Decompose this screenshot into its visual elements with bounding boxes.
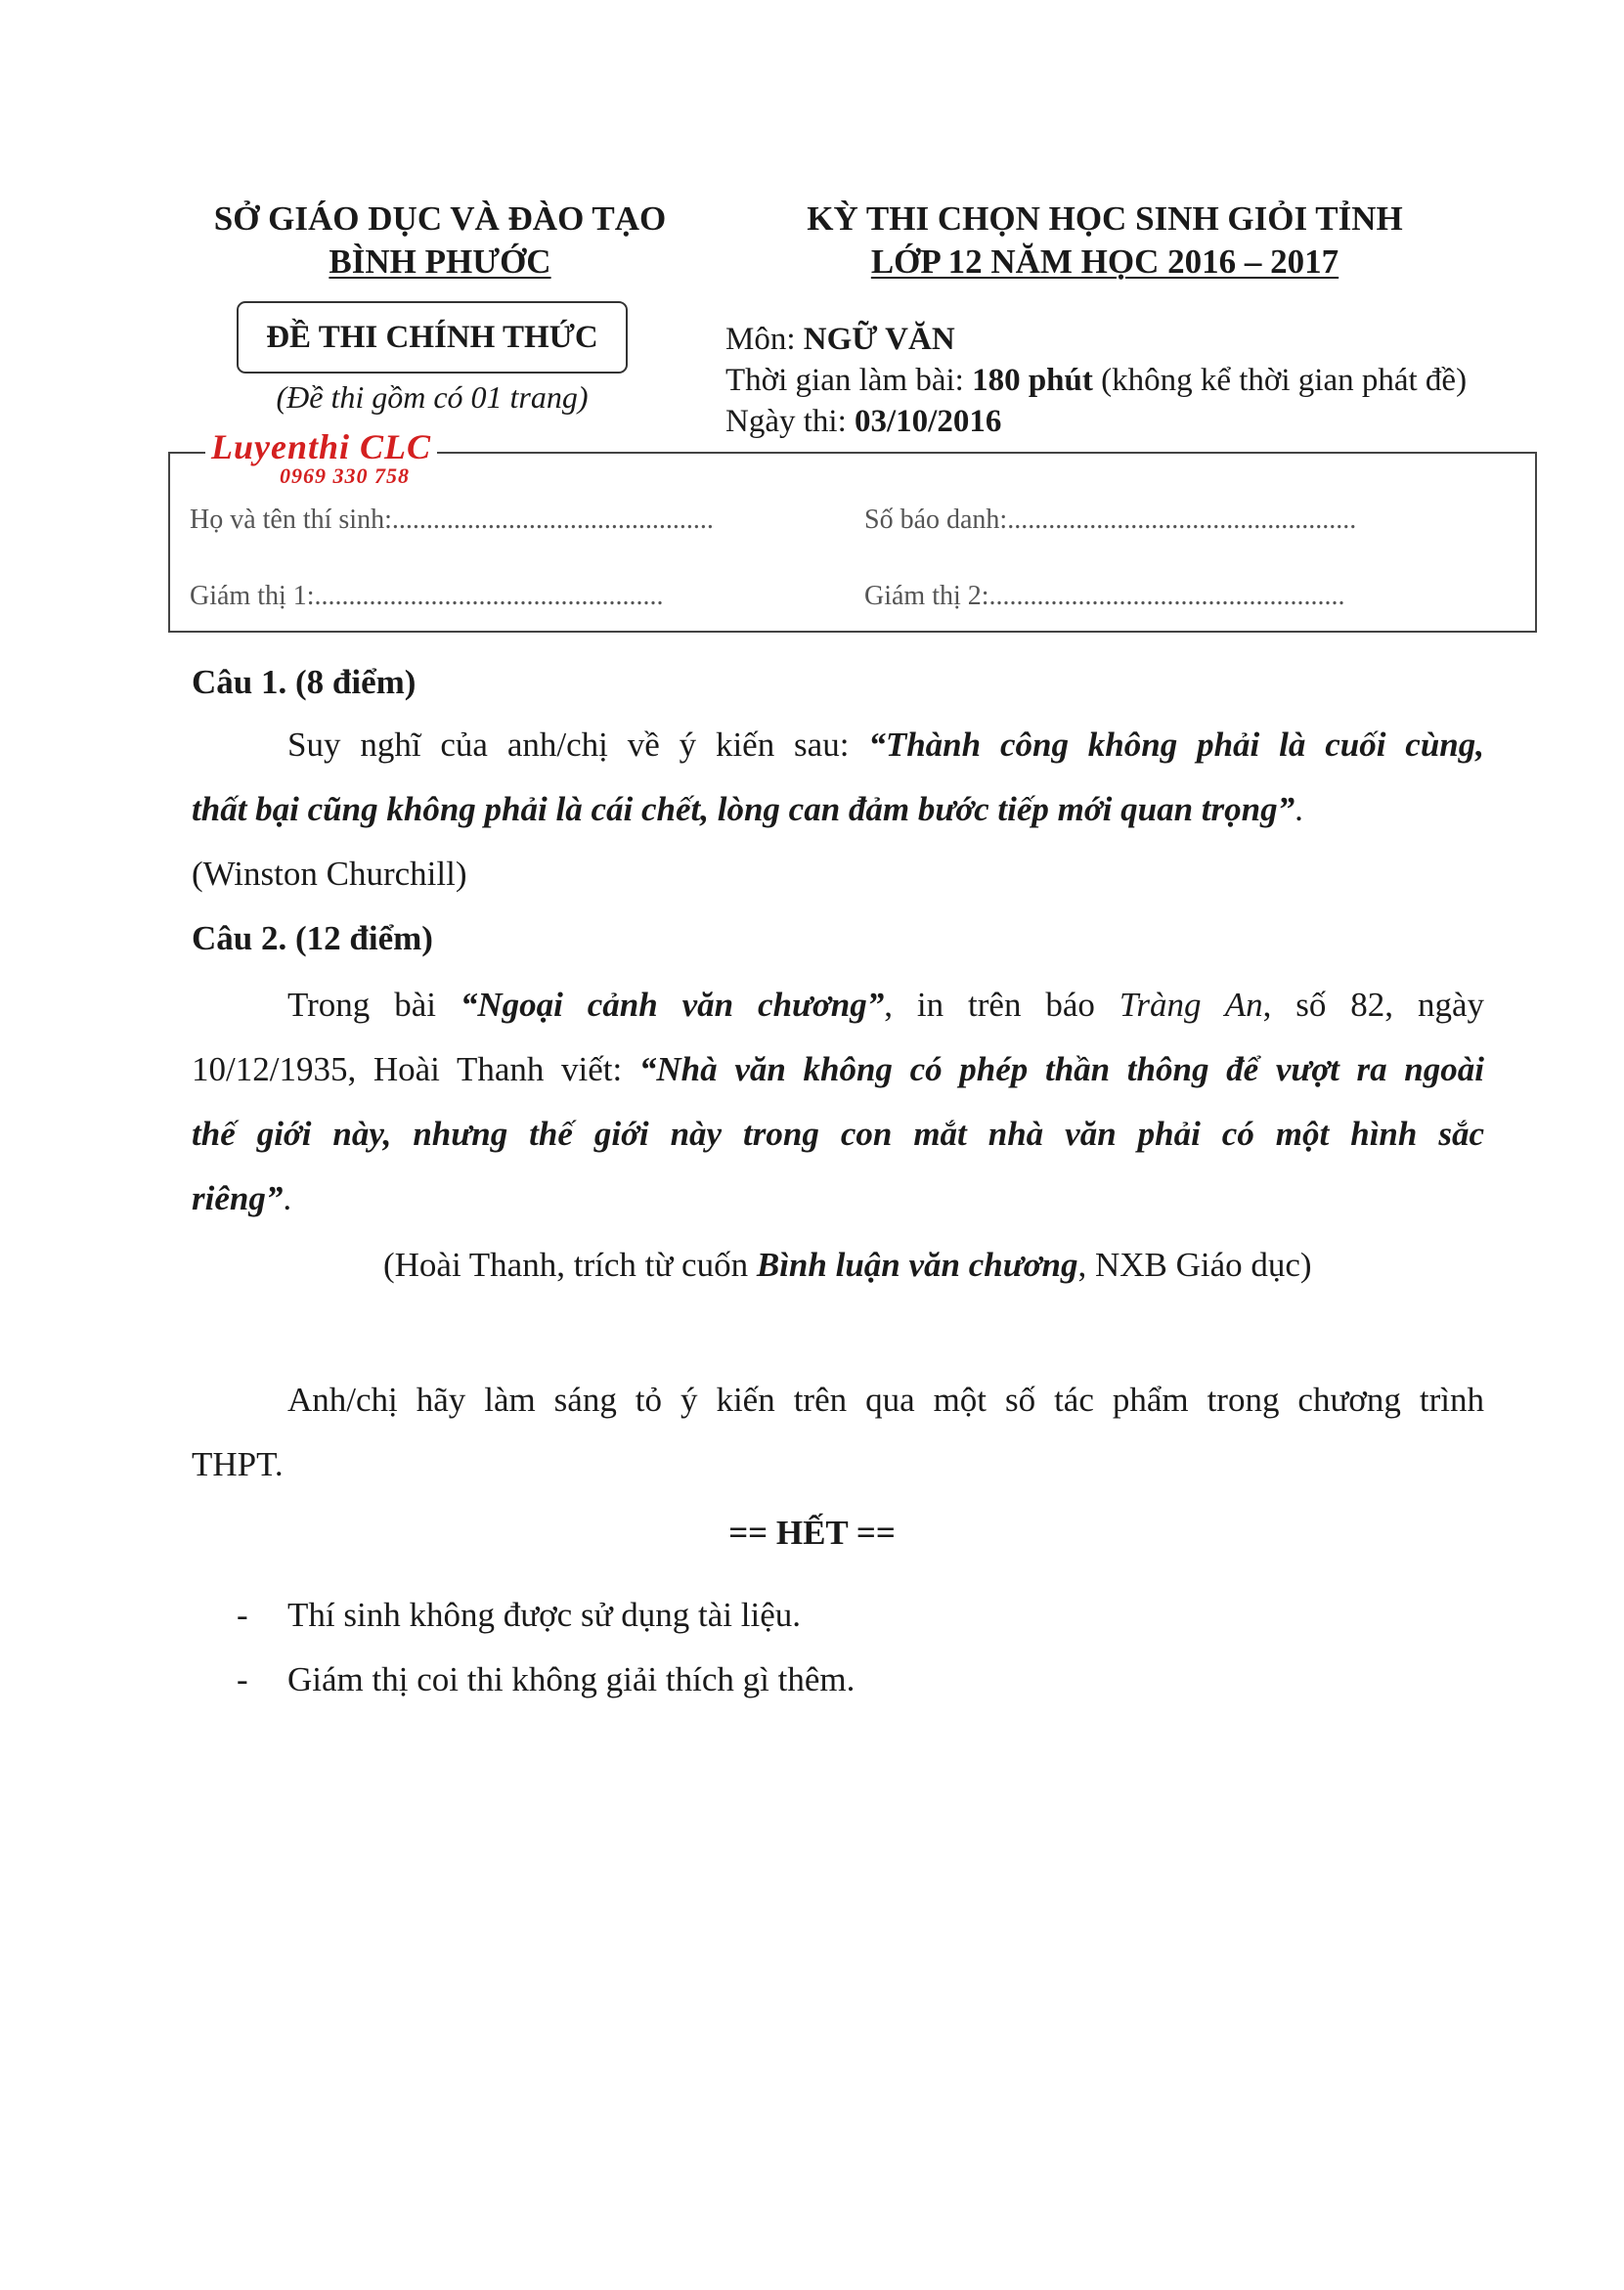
note-dash: -: [237, 1596, 248, 1634]
question1-intro: Suy nghĩ của anh/chị về ý kiến sau:: [287, 726, 869, 764]
q2-line2-a: 10/12/1935, Hoài Thanh viết:: [192, 1050, 639, 1088]
question2-line4: [192, 1179, 1484, 1218]
note-text: Thí sinh không được sử dụng tài liệu.: [287, 1596, 802, 1634]
note-item-1: [237, 1596, 801, 1635]
q2-quote-line4: riêng”: [192, 1179, 284, 1217]
date-value: 03/10/2016: [854, 404, 1002, 439]
question1-line1: [192, 726, 1484, 765]
source-a: (Hoài Thanh, trích từ cuốn: [383, 1246, 757, 1284]
proctor1-field[interactable]: Giám thị 1:...................................................: [190, 581, 664, 611]
q2-quote-line2: “Nhà văn không có phép thần thông để vượt ra ngoài: [638, 1050, 1484, 1088]
exam-grade-year: LỚP 12 NĂM HỌC 2016 – 2017: [870, 242, 1339, 281]
subject-label: Môn:: [725, 322, 804, 357]
watermark-phone: 0969 330 758: [280, 463, 410, 488]
question2-task-line1: Anh/chị hãy làm sáng tỏ ý kiến trên qua một số tác phẩm trong chương trình: [287, 1381, 1484, 1419]
time-value: 180 phút: [972, 363, 1093, 398]
question2-line1: [192, 986, 1484, 1025]
end-mark: == HẾT ==: [728, 1514, 896, 1552]
q2-line1-b: , in trên báo: [884, 986, 1119, 1024]
subject-line: [725, 319, 955, 360]
time-note: (không kể thời gian phát đề): [1092, 363, 1468, 398]
question1-line2: [192, 790, 1484, 829]
page-count-note: (Đề thi gồm có 01 trang): [276, 379, 589, 415]
note-item-2: [237, 1660, 855, 1699]
proctor2-field[interactable]: Giám thị 2:....................................................: [864, 581, 1345, 611]
candidate-name-field[interactable]: Họ và tên thí sinh:...............................................: [190, 505, 714, 535]
watermark-logo-text: Luyenthi CLC: [205, 426, 437, 467]
note-dash: -: [237, 1660, 248, 1698]
province-name: BÌNH PHƯỚC: [329, 242, 551, 281]
note-text: Giám thị coi thi không giải thích gì thêm.: [287, 1660, 856, 1698]
q2-newspaper: Tràng An: [1119, 986, 1263, 1024]
q2-quote-end: .: [283, 1179, 292, 1217]
subject-value: NGỮ VĂN: [803, 322, 955, 357]
date-line: [725, 401, 1001, 442]
q2-line1-c: , số 82, ngày: [1262, 986, 1484, 1024]
question1-quote-end: .: [1295, 790, 1303, 828]
date-label: Ngày thi:: [725, 404, 855, 439]
question1-quote-part1: “Thành công không phải là cuối cùng,: [868, 726, 1485, 764]
official-exam-label: ĐỀ THI CHÍNH THỨC: [266, 319, 598, 355]
source-b: , NXB Giáo dục): [1077, 1246, 1312, 1284]
official-exam-badge: [237, 301, 628, 374]
question2-line2: [192, 1050, 1484, 1089]
department-name: SỞ GIÁO DỤC VÀ ĐÀO TẠO: [213, 199, 667, 238]
question2-title: Câu 2. (12 điểm): [192, 919, 433, 957]
q2-line1-a: Trong bài: [287, 986, 461, 1024]
exam-title: KỲ THI CHỌN HỌC SINH GIỎI TỈNH: [807, 199, 1403, 238]
q2-article-title: “Ngoại cảnh văn chương”: [460, 986, 885, 1024]
time-label: Thời gian làm bài:: [725, 363, 973, 398]
question2-source: [383, 1246, 1312, 1285]
candidate-number-field[interactable]: Số báo danh:...................................................: [864, 505, 1357, 535]
question1-quote-part2: thất bại cũng không phải là cái chết, lòng can đảm bước tiếp mới quan trọng”: [192, 790, 1295, 828]
time-line: [725, 360, 1467, 401]
question1-title: Câu 1. (8 điểm): [192, 663, 417, 701]
q2-quote-line3: thế giới này, nhưng thế giới này trong con mắt nhà văn phải có một hình sắc: [192, 1115, 1484, 1153]
question1-author: (Winston Churchill): [192, 855, 467, 893]
source-book: Bình luận văn chương: [756, 1246, 1078, 1284]
question2-task-line2: THPT.: [192, 1445, 284, 1483]
